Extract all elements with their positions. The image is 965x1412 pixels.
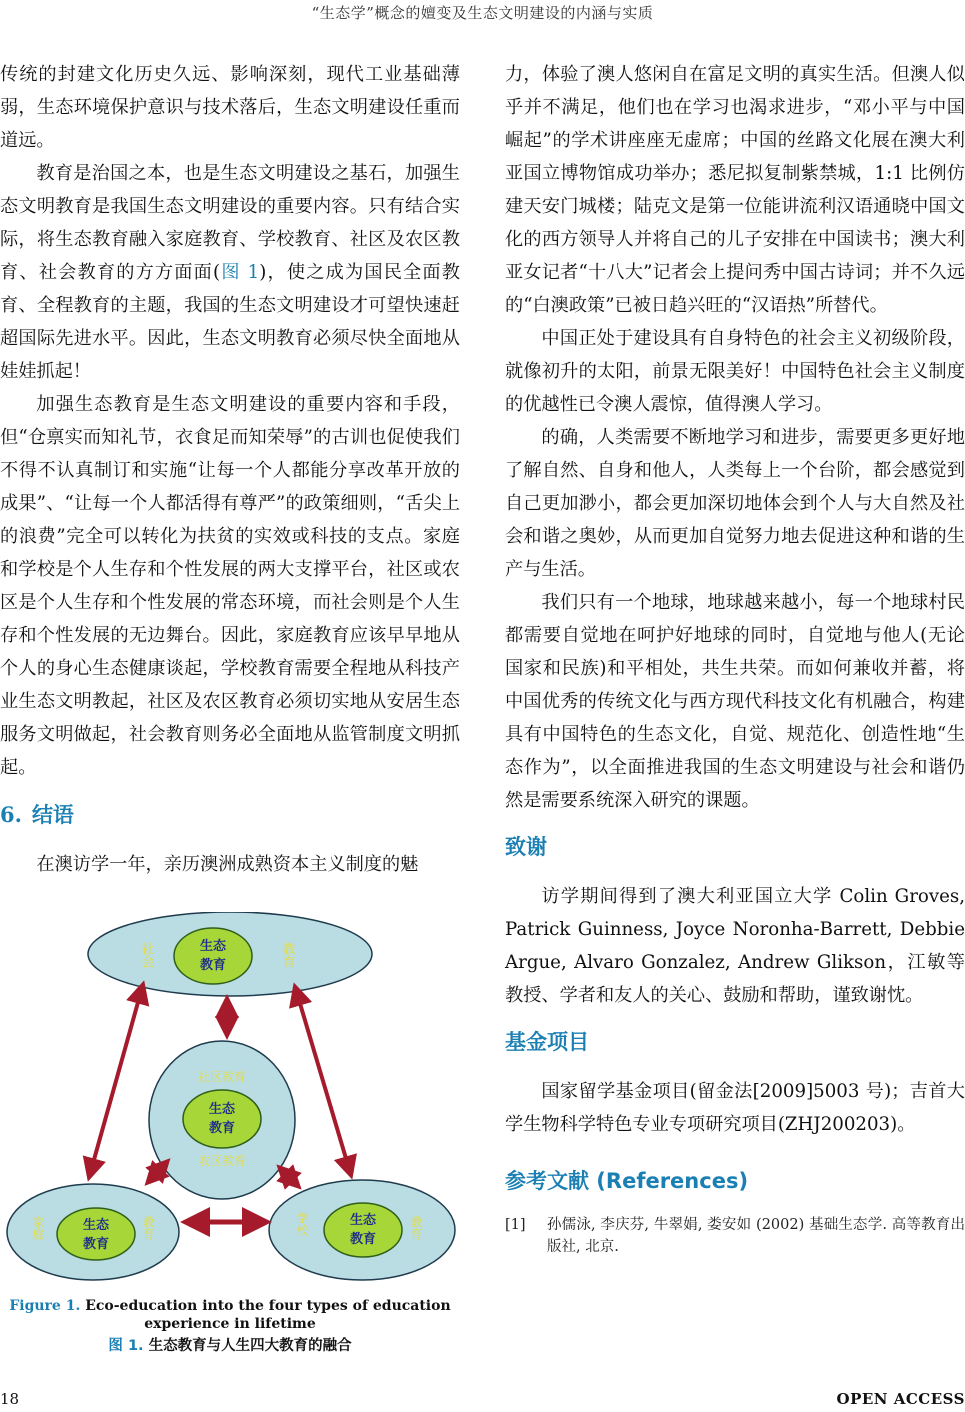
paragraph: 传统的封建文化历史久远、影响深刻，现代工业基础薄弱，生态环境保护意识与技术落后，生态文明建设任重而道远。 (0, 64, 460, 151)
arrow-social-family (90, 988, 142, 1174)
arrow-social-school (296, 990, 350, 1172)
paragraph: 中国正处于建设具有自身特色的社会主义初级阶段，就像初升的太阳，前景无限美好！中国特色社会主义制度的优越性已令澳人震惊，值得澳人学习。 (505, 328, 965, 415)
figure-1-link[interactable]: 图 1 (220, 262, 260, 283)
section-heading-acknowledgement: 致谢 (505, 835, 547, 859)
arrow-community-family (150, 1164, 165, 1180)
community-label: 社区教育 (197, 1070, 247, 1084)
open-access-label: OPEN ACCESS (836, 1390, 965, 1408)
eco-label: 教育 (82, 1237, 110, 1252)
eco-education-core (57, 1208, 135, 1260)
figure-caption-en: Figure 1. Eco-education into the four types of education experience in lifetime (9, 1298, 451, 1332)
school-label-left: 学校 (295, 1212, 309, 1236)
section-heading-funding: 基金项目 (505, 1030, 589, 1054)
running-title: “生态学”概念的嬗变及生态文明建设的内涵与实质 (311, 4, 654, 22)
social-label-left: 社会 (138, 942, 154, 968)
eco-label: 生态 (349, 1213, 377, 1228)
paragraph: 国家留学基金项目(留金法[2009]5003 号)；吉首大学生物科学特色专业专项研究项目(ZHJ200203)。 (505, 1081, 965, 1135)
left-column (0, 58, 460, 881)
eco-education-core (174, 928, 252, 984)
eco-label: 生态 (82, 1218, 110, 1233)
paragraph: 教育是治国之本，也是生态文明建设之基石，加强生态文明教育是我国生态文明建设的重要内容。只有结合实际，将生态教育融入家庭教育、学校教育、社区及农区教育、社会教育的方方面面(图 1)，使之成为国民全面教育、全程教育的主题，我国的生态文明建设才可望快速赶超国际先进水平。因此，生态文明教育必须尽快全面地从娃娃抓起！ (0, 163, 460, 382)
paragraph: 力，体验了澳人悠闲自在富足文明的真实生活。但澳人似乎并不满足，他们也在学习也渴求进步，“邓小平与中国崛起”的学术讲座座无虚席；中国的丝路文化展在澳大利亚国立博物馆成功举办；悉尼拟复制紫禁城，1:1 比例仿建天安门城楼；陆克文是第一位能讲流利汉语通晓中国文化的西方领导人并将自己的儿子安排在中国读书；澳大利亚女记者“十八大”记者会上提问秀中国古诗词；并不久远的“白澳政策”已被日趋兴旺的“汉语热”所替代。 (505, 64, 965, 316)
reference-item: [1] 孙儒泳, 李庆芬, 牛翠娟, 娄安如 (2002) 基础生态学. 高等教育出版社, 北京. (505, 1217, 965, 1255)
family-label-left: 家庭 (31, 1216, 45, 1240)
right-column (505, 58, 965, 1258)
eco-label: 生态 (199, 939, 227, 954)
eco-education-core (183, 1090, 261, 1148)
eco-label: 教育 (349, 1232, 377, 1247)
section-heading-references: 参考文献 (References) (505, 1169, 749, 1193)
section-heading-conclusion: 6. 结语 (0, 802, 74, 827)
paragraph: 加强生态教育是生态文明建设的重要内容和手段，但“仓禀实而知礼节，衣食足而知荣辱”的古训也促使我们不得不认真制订和实施“让每一个人都能分享改革开放的成果”、“让每一个人都活得有尊严”的政策细则，“舌尖上的浪费”完全可以转化为扶贫的实效或科技的支点。家庭和学校是个人生存和个性发展的两大支撑平台，社区或农区是个人生存和个性发展的常态环境，而社会则是个人生存和个性发展的无边舞台。因此，家庭教育应该早早地从个人的身心生态健康谈起，学校教育需要全程地从科技产业生态文明教起，社区及农区教育必须切实地从安居生态服务文明做起，社会教育则务必全面地从监管制度文明抓起。 (0, 394, 460, 778)
social-label-right: 教育 (279, 942, 295, 968)
paragraph: 在澳访学一年，亲历澳洲成熟资本主义制度的魅 (36, 854, 419, 875)
arrow-community-school (282, 1170, 296, 1184)
eco-education-core (324, 1203, 402, 1257)
paragraph: 的确，人类需要不断地学习和进步，需要更多更好地了解自然、自身和他人，人类每上一个台阶，都会感觉到自己更加渺小，都会更加深切地体会到个人与大自然及社会和谐之奥妙，从而更加自觉努力地去促进这种和谐的生产与生活。 (505, 427, 965, 580)
school-label-right: 教育 (409, 1216, 423, 1240)
paragraph: 访学期间得到了澳大利亚国立大学 Colin Groves, Patrick Guinness, Joyce Noronha-Barrett, Debbie Argue, Alvaro Gonzalez, Andrew Glikson，江敏等教授、学者和友人的关心、鼓励和帮助，谨致谢忱。 (505, 886, 965, 1006)
eco-label: 生态 (208, 1102, 236, 1117)
page-number: 18 (0, 1390, 20, 1408)
figure-caption-zh: 图 1. 生态教育与人生四大教育的融合 (108, 1338, 352, 1354)
family-label-right: 教育 (141, 1216, 155, 1240)
farm-label: 农区教育 (197, 1154, 247, 1168)
figure-1-diagram (0, 912, 465, 1282)
eco-label: 教育 (199, 958, 227, 973)
eco-label: 教育 (208, 1121, 236, 1136)
paragraph: 我们只有一个地球，地球越来越小，每一个地球村民都需要自觉地在呵护好地球的同时，自觉地与他人(无论国家和民族)和平相处，共生共荣。而如何兼收并蓄，将中国优秀的传统文化与西方现代科技文化有机融合，构建具有中国特色的生态文化，自觉、规范化、创造性地“生态作为”，以全面推进我国的生态文明建设与社会和谐仍然是需要系统深入研究的课题。 (505, 592, 965, 811)
